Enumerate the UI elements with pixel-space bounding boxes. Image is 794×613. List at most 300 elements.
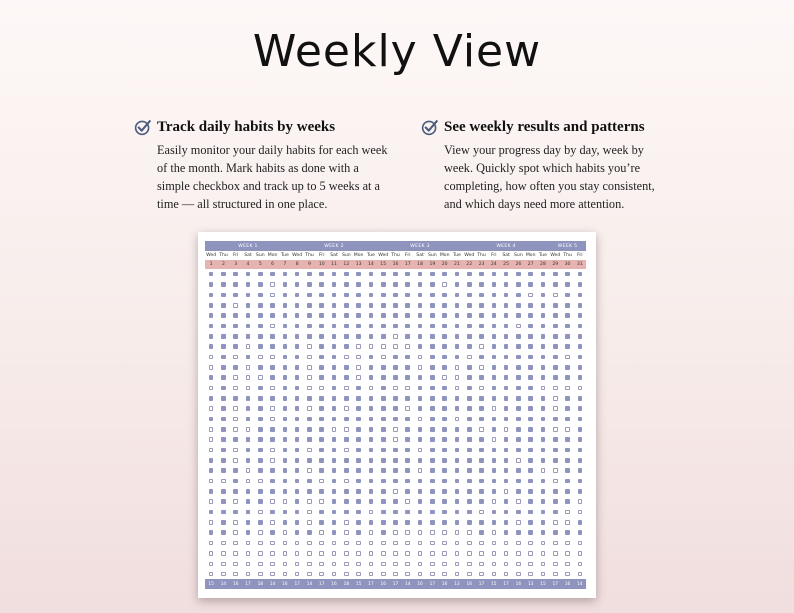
habit-checkbox[interactable] bbox=[418, 282, 423, 287]
habit-checkbox[interactable] bbox=[295, 468, 300, 473]
habit-checkbox[interactable] bbox=[283, 313, 288, 318]
habit-checkbox[interactable] bbox=[233, 365, 238, 370]
habit-checkbox[interactable] bbox=[405, 479, 410, 484]
habit-checkbox[interactable] bbox=[344, 448, 349, 453]
habit-checkbox[interactable] bbox=[430, 479, 435, 484]
habit-checkbox[interactable] bbox=[381, 396, 386, 401]
habit-checkbox[interactable] bbox=[246, 530, 251, 535]
habit-checkbox[interactable] bbox=[332, 468, 337, 473]
habit-checkbox[interactable] bbox=[369, 396, 374, 401]
habit-checkbox[interactable] bbox=[541, 282, 546, 287]
habit-checkbox[interactable] bbox=[233, 572, 238, 577]
habit-checkbox[interactable] bbox=[528, 468, 533, 473]
habit-checkbox[interactable] bbox=[393, 572, 398, 577]
habit-checkbox[interactable] bbox=[258, 324, 263, 329]
habit-checkbox[interactable] bbox=[504, 541, 509, 546]
habit-checkbox[interactable] bbox=[393, 334, 398, 339]
habit-checkbox[interactable] bbox=[344, 386, 349, 391]
habit-checkbox[interactable] bbox=[565, 406, 570, 411]
habit-checkbox[interactable] bbox=[307, 324, 312, 329]
habit-checkbox[interactable] bbox=[492, 572, 497, 577]
habit-checkbox[interactable] bbox=[332, 458, 337, 463]
habit-checkbox[interactable] bbox=[307, 375, 312, 380]
habit-checkbox[interactable] bbox=[233, 417, 238, 422]
habit-checkbox[interactable] bbox=[295, 396, 300, 401]
habit-checkbox[interactable] bbox=[221, 458, 226, 463]
habit-checkbox[interactable] bbox=[295, 437, 300, 442]
habit-checkbox[interactable] bbox=[221, 272, 226, 277]
habit-checkbox[interactable] bbox=[221, 541, 226, 546]
habit-checkbox[interactable] bbox=[393, 303, 398, 308]
habit-checkbox[interactable] bbox=[369, 448, 374, 453]
habit-checkbox[interactable] bbox=[221, 386, 226, 391]
habit-checkbox[interactable] bbox=[405, 530, 410, 535]
habit-checkbox[interactable] bbox=[442, 406, 447, 411]
habit-checkbox[interactable] bbox=[430, 417, 435, 422]
habit-checkbox[interactable] bbox=[209, 489, 214, 494]
habit-checkbox[interactable] bbox=[246, 427, 251, 432]
habit-checkbox[interactable] bbox=[442, 448, 447, 453]
habit-checkbox[interactable] bbox=[209, 562, 214, 567]
habit-checkbox[interactable] bbox=[246, 375, 251, 380]
habit-checkbox[interactable] bbox=[504, 375, 509, 380]
habit-checkbox[interactable] bbox=[344, 489, 349, 494]
habit-checkbox[interactable] bbox=[369, 541, 374, 546]
habit-checkbox[interactable] bbox=[442, 417, 447, 422]
habit-checkbox[interactable] bbox=[283, 448, 288, 453]
habit-checkbox[interactable] bbox=[504, 417, 509, 422]
habit-checkbox[interactable] bbox=[393, 313, 398, 318]
habit-checkbox[interactable] bbox=[233, 479, 238, 484]
habit-checkbox[interactable] bbox=[430, 396, 435, 401]
habit-checkbox[interactable] bbox=[565, 437, 570, 442]
habit-checkbox[interactable] bbox=[369, 489, 374, 494]
habit-checkbox[interactable] bbox=[504, 458, 509, 463]
habit-checkbox[interactable] bbox=[209, 510, 214, 515]
habit-checkbox[interactable] bbox=[233, 272, 238, 277]
habit-checkbox[interactable] bbox=[565, 396, 570, 401]
habit-checkbox[interactable] bbox=[430, 386, 435, 391]
habit-checkbox[interactable] bbox=[492, 324, 497, 329]
habit-checkbox[interactable] bbox=[246, 396, 251, 401]
habit-checkbox[interactable] bbox=[528, 344, 533, 349]
habit-checkbox[interactable] bbox=[233, 520, 238, 525]
habit-checkbox[interactable] bbox=[258, 386, 263, 391]
habit-checkbox[interactable] bbox=[455, 396, 460, 401]
habit-checkbox[interactable] bbox=[258, 458, 263, 463]
habit-checkbox[interactable] bbox=[541, 417, 546, 422]
habit-checkbox[interactable] bbox=[418, 458, 423, 463]
habit-checkbox[interactable] bbox=[467, 562, 472, 567]
habit-checkbox[interactable] bbox=[528, 334, 533, 339]
habit-checkbox[interactable] bbox=[233, 386, 238, 391]
habit-checkbox[interactable] bbox=[356, 293, 361, 298]
habit-checkbox[interactable] bbox=[455, 479, 460, 484]
habit-checkbox[interactable] bbox=[553, 355, 558, 360]
habit-checkbox[interactable] bbox=[283, 510, 288, 515]
habit-checkbox[interactable] bbox=[319, 417, 324, 422]
habit-checkbox[interactable] bbox=[332, 365, 337, 370]
habit-checkbox[interactable] bbox=[332, 396, 337, 401]
habit-checkbox[interactable] bbox=[332, 427, 337, 432]
habit-checkbox[interactable] bbox=[258, 448, 263, 453]
habit-checkbox[interactable] bbox=[332, 386, 337, 391]
habit-checkbox[interactable] bbox=[442, 282, 447, 287]
habit-checkbox[interactable] bbox=[369, 562, 374, 567]
habit-checkbox[interactable] bbox=[541, 551, 546, 556]
habit-checkbox[interactable] bbox=[258, 417, 263, 422]
habit-checkbox[interactable] bbox=[270, 437, 275, 442]
habit-checkbox[interactable] bbox=[307, 282, 312, 287]
habit-checkbox[interactable] bbox=[516, 293, 521, 298]
habit-checkbox[interactable] bbox=[221, 520, 226, 525]
habit-checkbox[interactable] bbox=[319, 468, 324, 473]
habit-checkbox[interactable] bbox=[209, 355, 214, 360]
habit-checkbox[interactable] bbox=[541, 406, 546, 411]
habit-checkbox[interactable] bbox=[393, 272, 398, 277]
habit-checkbox[interactable] bbox=[516, 437, 521, 442]
habit-checkbox[interactable] bbox=[369, 313, 374, 318]
habit-checkbox[interactable] bbox=[479, 313, 484, 318]
habit-checkbox[interactable] bbox=[270, 510, 275, 515]
habit-checkbox[interactable] bbox=[430, 510, 435, 515]
habit-checkbox[interactable] bbox=[578, 344, 583, 349]
habit-checkbox[interactable] bbox=[381, 479, 386, 484]
habit-checkbox[interactable] bbox=[270, 396, 275, 401]
habit-checkbox[interactable] bbox=[270, 386, 275, 391]
habit-checkbox[interactable] bbox=[246, 562, 251, 567]
habit-checkbox[interactable] bbox=[332, 562, 337, 567]
habit-checkbox[interactable] bbox=[455, 562, 460, 567]
habit-checkbox[interactable] bbox=[541, 458, 546, 463]
habit-checkbox[interactable] bbox=[405, 303, 410, 308]
habit-checkbox[interactable] bbox=[541, 355, 546, 360]
habit-checkbox[interactable] bbox=[381, 293, 386, 298]
habit-checkbox[interactable] bbox=[344, 499, 349, 504]
habit-checkbox[interactable] bbox=[467, 541, 472, 546]
habit-checkbox[interactable] bbox=[578, 282, 583, 287]
habit-checkbox[interactable] bbox=[381, 272, 386, 277]
habit-checkbox[interactable] bbox=[578, 334, 583, 339]
habit-checkbox[interactable] bbox=[233, 282, 238, 287]
habit-checkbox[interactable] bbox=[283, 458, 288, 463]
habit-checkbox[interactable] bbox=[344, 406, 349, 411]
habit-checkbox[interactable] bbox=[565, 468, 570, 473]
habit-checkbox[interactable] bbox=[233, 375, 238, 380]
habit-checkbox[interactable] bbox=[246, 282, 251, 287]
habit-checkbox[interactable] bbox=[332, 324, 337, 329]
habit-checkbox[interactable] bbox=[283, 386, 288, 391]
habit-checkbox[interactable] bbox=[270, 448, 275, 453]
habit-checkbox[interactable] bbox=[553, 551, 558, 556]
habit-checkbox[interactable] bbox=[246, 313, 251, 318]
habit-checkbox[interactable] bbox=[528, 489, 533, 494]
habit-checkbox[interactable] bbox=[209, 520, 214, 525]
habit-checkbox[interactable] bbox=[209, 303, 214, 308]
habit-checkbox[interactable] bbox=[233, 458, 238, 463]
habit-checkbox[interactable] bbox=[270, 344, 275, 349]
habit-checkbox[interactable] bbox=[270, 282, 275, 287]
habit-checkbox[interactable] bbox=[516, 499, 521, 504]
habit-checkbox[interactable] bbox=[516, 551, 521, 556]
habit-checkbox[interactable] bbox=[479, 324, 484, 329]
habit-checkbox[interactable] bbox=[541, 499, 546, 504]
habit-checkbox[interactable] bbox=[504, 293, 509, 298]
habit-checkbox[interactable] bbox=[405, 499, 410, 504]
habit-checkbox[interactable] bbox=[578, 572, 583, 577]
habit-checkbox[interactable] bbox=[344, 572, 349, 577]
habit-checkbox[interactable] bbox=[295, 510, 300, 515]
habit-checkbox[interactable] bbox=[418, 520, 423, 525]
habit-checkbox[interactable] bbox=[418, 365, 423, 370]
habit-checkbox[interactable] bbox=[442, 365, 447, 370]
habit-checkbox[interactable] bbox=[258, 520, 263, 525]
habit-checkbox[interactable] bbox=[492, 396, 497, 401]
habit-checkbox[interactable] bbox=[528, 355, 533, 360]
habit-checkbox[interactable] bbox=[295, 324, 300, 329]
habit-checkbox[interactable] bbox=[221, 406, 226, 411]
habit-checkbox[interactable] bbox=[258, 282, 263, 287]
habit-checkbox[interactable] bbox=[528, 458, 533, 463]
habit-checkbox[interactable] bbox=[246, 510, 251, 515]
habit-checkbox[interactable] bbox=[258, 344, 263, 349]
habit-checkbox[interactable] bbox=[319, 293, 324, 298]
habit-checkbox[interactable] bbox=[467, 458, 472, 463]
habit-checkbox[interactable] bbox=[528, 541, 533, 546]
habit-checkbox[interactable] bbox=[479, 282, 484, 287]
habit-checkbox[interactable] bbox=[405, 427, 410, 432]
habit-checkbox[interactable] bbox=[381, 427, 386, 432]
habit-checkbox[interactable] bbox=[356, 375, 361, 380]
habit-checkbox[interactable] bbox=[270, 479, 275, 484]
habit-checkbox[interactable] bbox=[442, 303, 447, 308]
habit-checkbox[interactable] bbox=[332, 282, 337, 287]
habit-checkbox[interactable] bbox=[233, 344, 238, 349]
habit-checkbox[interactable] bbox=[479, 489, 484, 494]
habit-checkbox[interactable] bbox=[283, 303, 288, 308]
habit-checkbox[interactable] bbox=[356, 437, 361, 442]
habit-checkbox[interactable] bbox=[221, 489, 226, 494]
habit-checkbox[interactable] bbox=[356, 530, 361, 535]
habit-checkbox[interactable] bbox=[418, 427, 423, 432]
habit-checkbox[interactable] bbox=[516, 282, 521, 287]
habit-checkbox[interactable] bbox=[516, 479, 521, 484]
habit-checkbox[interactable] bbox=[356, 355, 361, 360]
habit-checkbox[interactable] bbox=[492, 551, 497, 556]
habit-checkbox[interactable] bbox=[516, 344, 521, 349]
habit-checkbox[interactable] bbox=[578, 562, 583, 567]
habit-checkbox[interactable] bbox=[307, 530, 312, 535]
habit-checkbox[interactable] bbox=[565, 541, 570, 546]
habit-checkbox[interactable] bbox=[381, 375, 386, 380]
habit-checkbox[interactable] bbox=[492, 293, 497, 298]
habit-checkbox[interactable] bbox=[516, 541, 521, 546]
habit-checkbox[interactable] bbox=[553, 334, 558, 339]
habit-checkbox[interactable] bbox=[516, 396, 521, 401]
habit-checkbox[interactable] bbox=[381, 355, 386, 360]
habit-checkbox[interactable] bbox=[405, 551, 410, 556]
habit-checkbox[interactable] bbox=[283, 499, 288, 504]
habit-checkbox[interactable] bbox=[455, 355, 460, 360]
habit-checkbox[interactable] bbox=[479, 479, 484, 484]
habit-checkbox[interactable] bbox=[553, 324, 558, 329]
habit-checkbox[interactable] bbox=[221, 324, 226, 329]
habit-checkbox[interactable] bbox=[528, 365, 533, 370]
habit-checkbox[interactable] bbox=[418, 375, 423, 380]
habit-checkbox[interactable] bbox=[467, 365, 472, 370]
habit-checkbox[interactable] bbox=[270, 458, 275, 463]
habit-checkbox[interactable] bbox=[455, 324, 460, 329]
habit-checkbox[interactable] bbox=[209, 406, 214, 411]
habit-checkbox[interactable] bbox=[381, 324, 386, 329]
habit-checkbox[interactable] bbox=[221, 530, 226, 535]
habit-checkbox[interactable] bbox=[221, 417, 226, 422]
habit-checkbox[interactable] bbox=[553, 510, 558, 515]
habit-checkbox[interactable] bbox=[381, 551, 386, 556]
habit-checkbox[interactable] bbox=[578, 541, 583, 546]
habit-checkbox[interactable] bbox=[455, 541, 460, 546]
habit-checkbox[interactable] bbox=[221, 303, 226, 308]
habit-checkbox[interactable] bbox=[405, 562, 410, 567]
habit-checkbox[interactable] bbox=[492, 355, 497, 360]
habit-checkbox[interactable] bbox=[418, 386, 423, 391]
habit-checkbox[interactable] bbox=[455, 272, 460, 277]
habit-checkbox[interactable] bbox=[246, 489, 251, 494]
habit-checkbox[interactable] bbox=[553, 437, 558, 442]
habit-checkbox[interactable] bbox=[516, 468, 521, 473]
habit-checkbox[interactable] bbox=[430, 406, 435, 411]
habit-checkbox[interactable] bbox=[553, 489, 558, 494]
habit-checkbox[interactable] bbox=[221, 468, 226, 473]
habit-checkbox[interactable] bbox=[479, 303, 484, 308]
habit-checkbox[interactable] bbox=[393, 437, 398, 442]
habit-checkbox[interactable] bbox=[455, 313, 460, 318]
habit-checkbox[interactable] bbox=[369, 375, 374, 380]
habit-checkbox[interactable] bbox=[270, 293, 275, 298]
habit-checkbox[interactable] bbox=[356, 272, 361, 277]
habit-checkbox[interactable] bbox=[393, 530, 398, 535]
habit-checkbox[interactable] bbox=[553, 448, 558, 453]
habit-checkbox[interactable] bbox=[209, 344, 214, 349]
habit-checkbox[interactable] bbox=[246, 355, 251, 360]
habit-checkbox[interactable] bbox=[430, 324, 435, 329]
habit-checkbox[interactable] bbox=[578, 448, 583, 453]
habit-checkbox[interactable] bbox=[430, 489, 435, 494]
habit-checkbox[interactable] bbox=[442, 551, 447, 556]
habit-checkbox[interactable] bbox=[565, 479, 570, 484]
habit-checkbox[interactable] bbox=[492, 530, 497, 535]
habit-checkbox[interactable] bbox=[295, 458, 300, 463]
habit-checkbox[interactable] bbox=[258, 530, 263, 535]
habit-checkbox[interactable] bbox=[553, 520, 558, 525]
habit-checkbox[interactable] bbox=[405, 458, 410, 463]
habit-checkbox[interactable] bbox=[578, 458, 583, 463]
habit-checkbox[interactable] bbox=[270, 303, 275, 308]
habit-checkbox[interactable] bbox=[270, 499, 275, 504]
habit-checkbox[interactable] bbox=[565, 520, 570, 525]
habit-checkbox[interactable] bbox=[283, 406, 288, 411]
habit-checkbox[interactable] bbox=[541, 365, 546, 370]
habit-checkbox[interactable] bbox=[356, 427, 361, 432]
habit-checkbox[interactable] bbox=[209, 468, 214, 473]
habit-checkbox[interactable] bbox=[418, 448, 423, 453]
habit-checkbox[interactable] bbox=[283, 551, 288, 556]
habit-checkbox[interactable] bbox=[516, 458, 521, 463]
habit-checkbox[interactable] bbox=[283, 562, 288, 567]
habit-checkbox[interactable] bbox=[258, 551, 263, 556]
habit-checkbox[interactable] bbox=[393, 375, 398, 380]
habit-checkbox[interactable] bbox=[442, 427, 447, 432]
habit-checkbox[interactable] bbox=[381, 365, 386, 370]
habit-checkbox[interactable] bbox=[319, 530, 324, 535]
habit-checkbox[interactable] bbox=[295, 293, 300, 298]
habit-checkbox[interactable] bbox=[307, 344, 312, 349]
habit-checkbox[interactable] bbox=[418, 406, 423, 411]
habit-checkbox[interactable] bbox=[307, 520, 312, 525]
habit-checkbox[interactable] bbox=[467, 437, 472, 442]
habit-checkbox[interactable] bbox=[516, 313, 521, 318]
habit-checkbox[interactable] bbox=[442, 324, 447, 329]
habit-checkbox[interactable] bbox=[369, 272, 374, 277]
habit-checkbox[interactable] bbox=[356, 489, 361, 494]
habit-checkbox[interactable] bbox=[516, 520, 521, 525]
habit-checkbox[interactable] bbox=[344, 520, 349, 525]
habit-checkbox[interactable] bbox=[307, 293, 312, 298]
habit-checkbox[interactable] bbox=[295, 572, 300, 577]
habit-checkbox[interactable] bbox=[381, 437, 386, 442]
habit-checkbox[interactable] bbox=[565, 530, 570, 535]
habit-checkbox[interactable] bbox=[295, 489, 300, 494]
habit-checkbox[interactable] bbox=[393, 510, 398, 515]
habit-checkbox[interactable] bbox=[393, 541, 398, 546]
habit-checkbox[interactable] bbox=[455, 489, 460, 494]
habit-checkbox[interactable] bbox=[307, 427, 312, 432]
habit-checkbox[interactable] bbox=[221, 355, 226, 360]
habit-checkbox[interactable] bbox=[246, 458, 251, 463]
habit-checkbox[interactable] bbox=[369, 386, 374, 391]
habit-checkbox[interactable] bbox=[209, 282, 214, 287]
habit-checkbox[interactable] bbox=[393, 458, 398, 463]
habit-checkbox[interactable] bbox=[209, 437, 214, 442]
habit-checkbox[interactable] bbox=[492, 541, 497, 546]
habit-checkbox[interactable] bbox=[283, 479, 288, 484]
habit-checkbox[interactable] bbox=[492, 479, 497, 484]
habit-checkbox[interactable] bbox=[270, 334, 275, 339]
habit-checkbox[interactable] bbox=[467, 406, 472, 411]
habit-checkbox[interactable] bbox=[307, 303, 312, 308]
habit-checkbox[interactable] bbox=[541, 468, 546, 473]
habit-checkbox[interactable] bbox=[553, 313, 558, 318]
habit-checkbox[interactable] bbox=[270, 541, 275, 546]
habit-checkbox[interactable] bbox=[246, 344, 251, 349]
habit-checkbox[interactable] bbox=[295, 272, 300, 277]
habit-checkbox[interactable] bbox=[516, 417, 521, 422]
habit-checkbox[interactable] bbox=[405, 468, 410, 473]
habit-checkbox[interactable] bbox=[578, 293, 583, 298]
habit-checkbox[interactable] bbox=[405, 293, 410, 298]
habit-checkbox[interactable] bbox=[344, 365, 349, 370]
habit-checkbox[interactable] bbox=[504, 324, 509, 329]
habit-checkbox[interactable] bbox=[479, 344, 484, 349]
habit-checkbox[interactable] bbox=[295, 386, 300, 391]
habit-checkbox[interactable] bbox=[270, 562, 275, 567]
habit-checkbox[interactable] bbox=[418, 324, 423, 329]
habit-checkbox[interactable] bbox=[307, 468, 312, 473]
habit-checkbox[interactable] bbox=[528, 406, 533, 411]
habit-checkbox[interactable] bbox=[565, 293, 570, 298]
habit-checkbox[interactable] bbox=[405, 272, 410, 277]
habit-checkbox[interactable] bbox=[332, 572, 337, 577]
